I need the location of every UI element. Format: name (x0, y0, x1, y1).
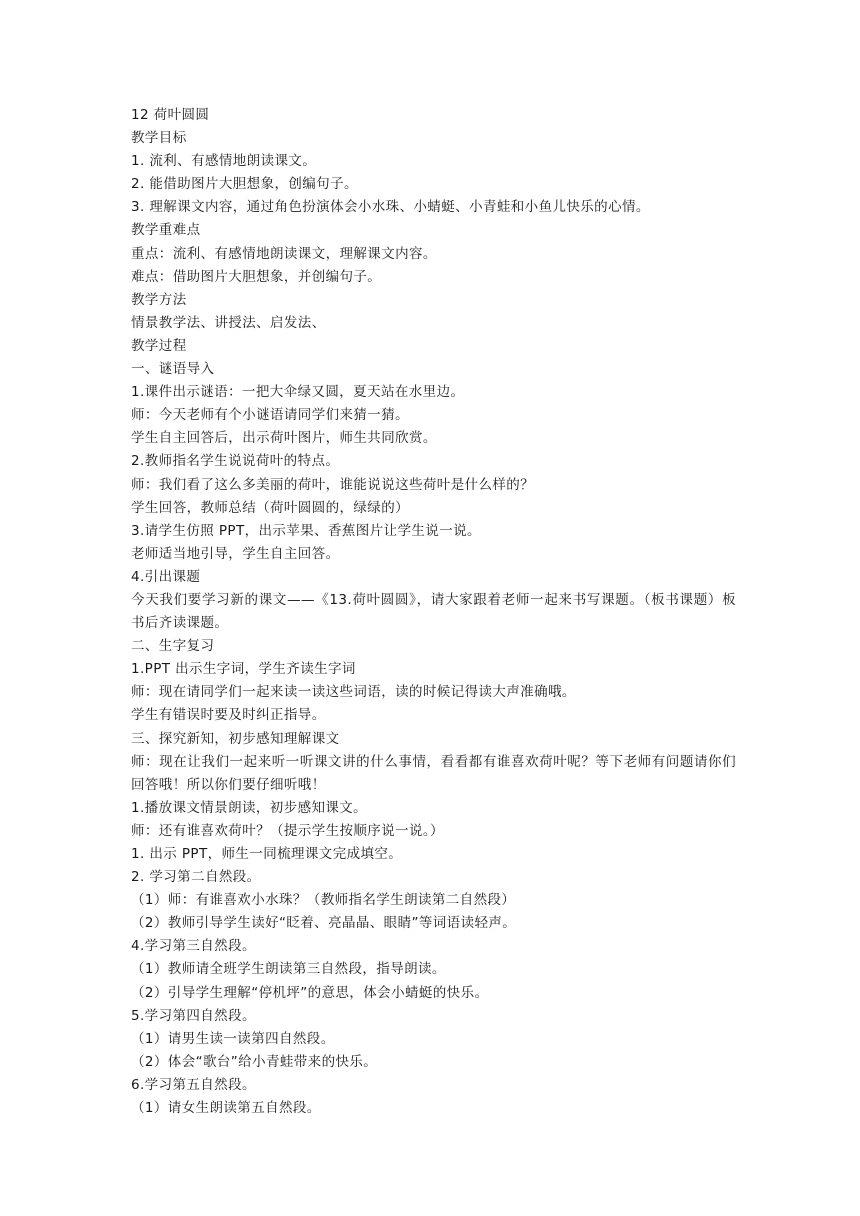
step-heading: 三、探究新知，初步感知理解课文 (131, 730, 340, 747)
objective-item: 1. 流利、有感情地朗读课文。 (131, 153, 317, 170)
section-heading-objectives: 教学目标 (131, 130, 187, 147)
text-line: 师：我们看了这么多美丽的荷叶，谁能说说这些荷叶是什么样的？ (131, 476, 535, 493)
key-point: 重点：流利、有感情地朗读课文，理解课文内容。 (131, 245, 437, 262)
lesson-title: 12 荷叶圆圆 (131, 107, 210, 123)
text-line: 1. 出示 PPT，师生一同梳理课文完成填空。 (131, 846, 403, 862)
text-line: 4.引出课题 (131, 568, 201, 585)
difficult-point: 难点：借助图片大胆想象，并创编句子。 (131, 268, 382, 285)
text-line: （1）师：有谁喜欢小水珠？（教师指名学生朗读第二自然段） (131, 892, 516, 909)
document-body (131, 104, 736, 1120)
text-line: （1）教师请全班学生朗读第三自然段，指导朗读。 (131, 961, 446, 978)
text-line: 学生自主回答后，出示荷叶图片，师生共同欣赏。 (131, 430, 437, 447)
text-line: 1.课件出示谜语：一把大伞绿又圆，夏天站在水里边。 (131, 384, 465, 401)
text-line: （1）请女生朗读第五自然段。 (131, 1100, 321, 1117)
text-line: 1.PPT 出示生字词，学生齐读生字词 (131, 661, 356, 678)
text-line: 6.学习第五自然段。 (131, 1076, 256, 1093)
text-line: 1.播放课文情景朗读，初步感知课文。 (131, 799, 368, 816)
text-paragraph: 师：现在让我们一起来听一听课文讲的什么事情，看看都有谁喜欢荷叶呢？等下老师有问题请你们回答哦！所以你们要仔细听哦！ (131, 753, 736, 793)
text-line: （2）体会“歌台”给小青蛙带来的快乐。 (131, 1053, 378, 1070)
text-line: 师：现在请同学们一起来读一读这些词语，读的时候记得读大声准确哦。 (131, 684, 576, 701)
text-line: 3.请学生仿照 PPT，出示苹果、香蕉图片让学生说一说。 (131, 522, 481, 539)
section-heading-methods: 教学方法 (131, 291, 187, 308)
text-line: （2）引导学生理解“停机坪”的意思，体会小蜻蜓的快乐。 (131, 984, 489, 1001)
text-line: 学生回答，教师总结（荷叶圆圆的，绿绿的） (131, 499, 409, 516)
objective-item: 2. 能借助图片大胆想象，创编句子。 (131, 176, 358, 193)
step-heading: 二、生字复习 (131, 638, 215, 655)
text-line: 4.学习第三自然段。 (131, 938, 256, 955)
text-line: 师：还有谁喜欢荷叶？（提示学生按顺序说一说。） (131, 822, 444, 839)
text-line: 师：今天老师有个小谜语请同学们来猜一猜。 (131, 407, 409, 424)
methods-text: 情景教学法、讲授法、启发法、 (131, 314, 326, 331)
text-line: 2.教师指名学生说说荷叶的特点。 (131, 453, 340, 470)
section-heading-process: 教学过程 (131, 337, 187, 354)
text-line: 2. 学习第二自然段。 (131, 869, 261, 886)
step-heading: 一、谜语导入 (131, 361, 215, 378)
text-line: （2）教师引导学生读好“眨着、亮晶晶、眼睛”等词语读轻声。 (131, 915, 517, 932)
text-line: （1）请男生读一读第四自然段。 (131, 1030, 335, 1047)
text-line: 学生有错误时要及时纠正指导。 (131, 707, 326, 724)
objective-item: 3. 理解课文内容，通过角色扮演体会小水珠、小蜻蜓、小青蛙和小鱼儿快乐的心情。 (131, 199, 650, 216)
text-line: 5.学习第四自然段。 (131, 1007, 256, 1024)
text-paragraph: 今天我们要学习新的课文——《13.荷叶圆圆》，请大家跟着老师一起来书写课题。（板书课题）板书后齐读课题。 (131, 591, 736, 632)
text-line: 老师适当地引导，学生自主回答。 (131, 545, 340, 562)
section-heading-key-points: 教学重难点 (131, 222, 201, 239)
